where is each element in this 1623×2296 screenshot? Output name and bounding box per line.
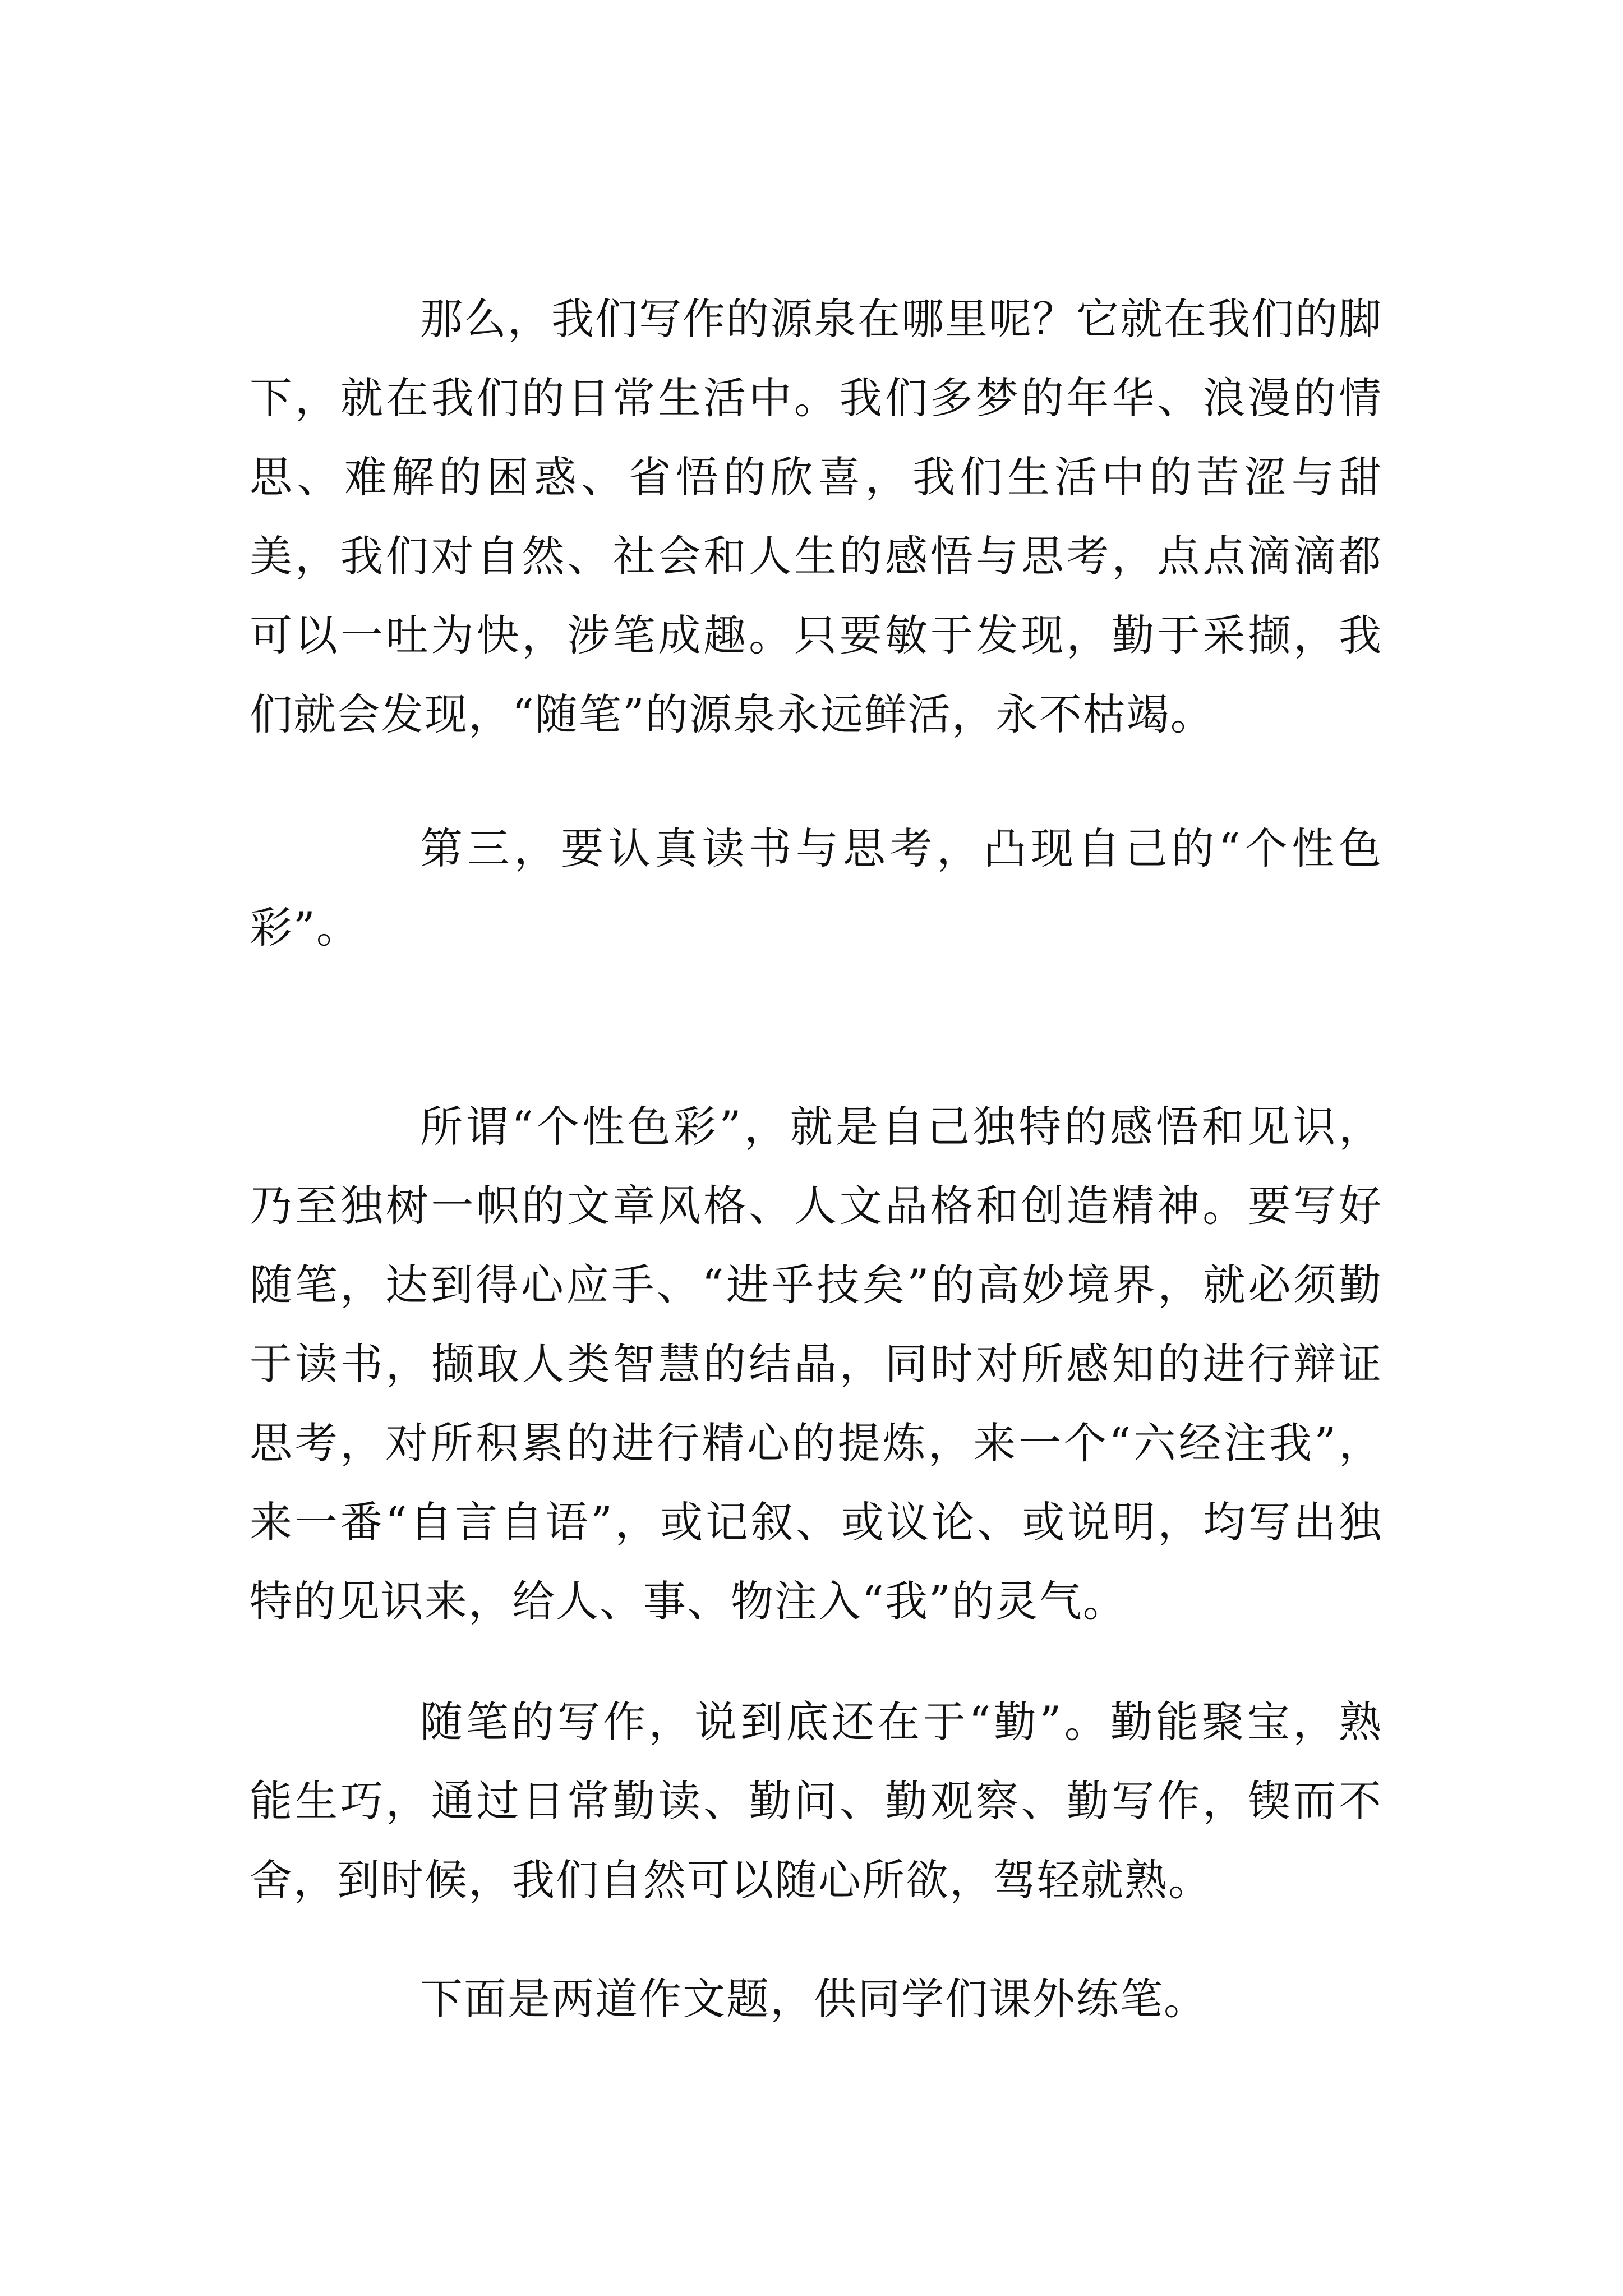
paragraph-point-three-heading: 第三，要认真读书与思考，凸现自己的“个性色彩”。	[250, 823, 1382, 953]
paragraph-writing-source: 那么，我们写作的源泉在哪里呢？它就在我们的脚下，就在我们的日常生活中。我们多梦的年华、浪漫的情思、难解的困惑、省悟的欣喜，我们生活中的苦涩与甜美，我们对自然、社会和人生的感悟与思考，点点滴滴都可以一吐为快，涉笔成趣。只要敏于发现，勤于采撷，我们就会发现，“随笔”的源泉永远鲜活，永不枯竭。	[250, 294, 1382, 739]
paragraph-diligence: 随笔的写作，说到底还在于“勤”。勤能聚宝，熟能生巧，通过日常勤读、勤问、勤观察、勤写作，锲而不舍，到时候，我们自然可以随心所欲，驾轻就熟。	[250, 1697, 1382, 1905]
paragraph-exercise-intro: 下面是两道作文题，供同学们课外练笔。	[420, 1974, 1207, 2024]
paragraph-personal-color: 所谓“个性色彩”，就是自己独特的感悟和见识，乃至独树一帜的文章风格、人文品格和创造精神。要写好随笔，达到得心应手、“进乎技矣”的高妙境界，就必须勤于读书，撷取人类智慧的结晶，同时对所感知的进行辩证思考，对所积累的进行精心的提炼，来一个“六经注我”，来一番“自言自语”，或记叙、或议论、或说明，均写出独特的见识来，给人、事、物注入“我”的灵气。	[250, 1102, 1382, 1626]
